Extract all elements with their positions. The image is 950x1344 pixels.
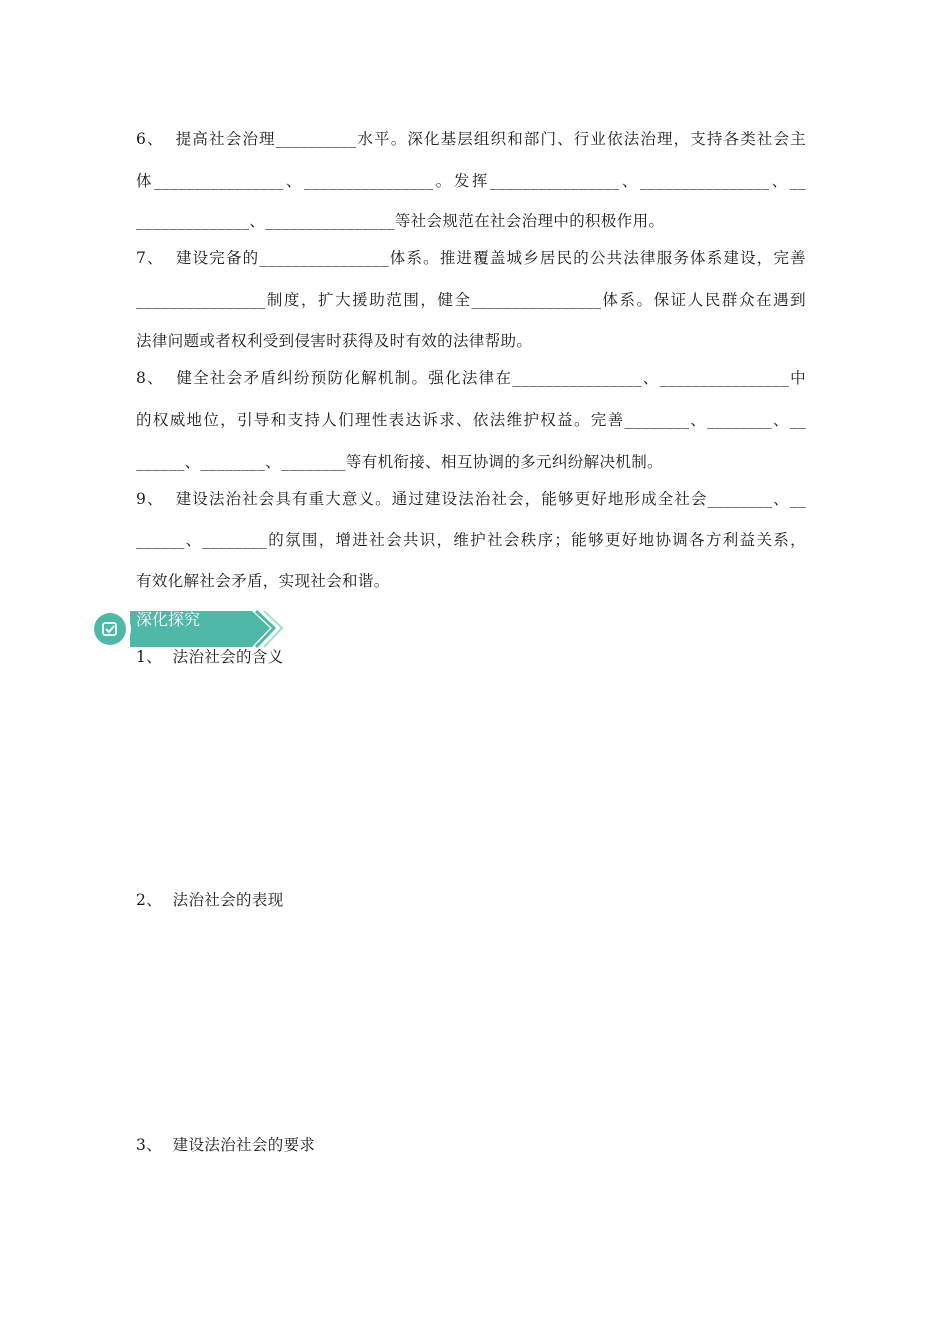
text-line: 6、 提高社会治理__________水平。深化基层组织和部门、行业依法治理，支持各类社会主 <box>136 130 806 148</box>
text-line: ________________制度，扩大援助范围，健全________________体系。保证人民群众在遇到 <box>136 291 806 309</box>
section-title: 深化探究 <box>136 610 201 629</box>
text-line: 9、 建设法治社会具有重大意义。通过建设法治社会，能够更好地形成全社会________、__ <box>136 490 806 508</box>
text-line: 8、 健全社会矛盾纠纷预防化解机制。强化法律在________________、________________中 <box>136 369 806 387</box>
text-line: ______、________、________等有机衔接、相互协调的多元纠纷解决机制。 <box>136 453 663 471</box>
text-line: 体________________、________________。发挥________________、________________、__ <box>136 172 806 190</box>
question-item: 2、 法治社会的表现 <box>136 891 284 909</box>
text-line: 的权威地位，引导和支持人们理性表达诉求、依法维护权益。完善________、________、__ <box>136 411 806 429</box>
text-line: 7、 建设完备的________________体系。推进覆盖城乡居民的公共法律服务体系建设，完善 <box>136 249 806 267</box>
text-line: 法律问题或者权利受到侵害时获得及时有效的法律帮助。 <box>136 332 533 350</box>
question-item: 1、 法治社会的含义 <box>136 648 284 666</box>
question-item: 3、 建设法治社会的要求 <box>136 1136 316 1154</box>
text-line: ______________、________________等社会规范在社会治理中的积极作用。 <box>136 212 665 230</box>
text-line: 有效化解社会矛盾，实现社会和谐。 <box>136 572 390 590</box>
text-line: ______、________的氛围，增进社会共识，维护社会秩序；能够更好地协调各方利益关系， <box>136 531 806 549</box>
